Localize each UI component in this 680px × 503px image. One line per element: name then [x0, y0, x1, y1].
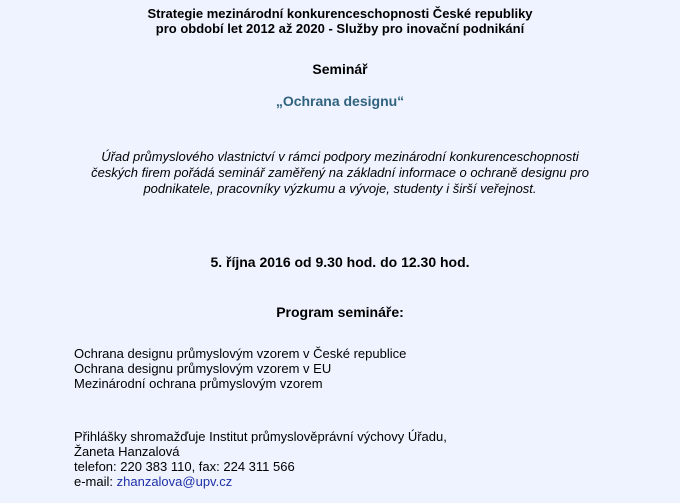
program-list	[74, 346, 406, 391]
intro-line-2: českých firem pořádá seminář zaměřený na základní informace o ochraně designu pro	[91, 165, 589, 180]
header-line-2: pro období let 2012 až 2020 - Služby pro inovační podnikání	[155, 21, 525, 36]
intro-line-1: Úřad průmyslového vlastnictví v rámci podpory mezinárodní konkurenceschopnosti	[101, 149, 579, 164]
registration-note: Přihlášky shromažďuje Institut průmyslověprávní výchovy Úřadu,	[74, 429, 447, 444]
email-link[interactable]: zhanzalova@upv.cz	[116, 474, 233, 489]
program-item: Mezinárodní ochrana průmyslovým vzorem	[74, 376, 323, 391]
email-label: e-mail:	[74, 474, 117, 489]
header-line-1: Strategie mezinárodní konkurenceschopnosti České republiky	[147, 6, 533, 21]
intro-line-3: podnikatele, pracovníky výzkumu a vývoje, studenty i širší veřejnost.	[143, 181, 537, 196]
contact-name: Žaneta Hanzalová	[74, 444, 180, 459]
contact-email-line	[74, 474, 447, 489]
contact-phone: telefon: 220 383 110, fax: 224 311 566	[74, 459, 295, 474]
event-date: 5. října 2016 od 9.30 hod. do 12.30 hod.	[210, 254, 470, 270]
seminar-label: Seminář	[312, 61, 368, 77]
program-heading: Program semináře:	[276, 304, 404, 320]
intro-paragraph	[60, 149, 620, 197]
contact-block	[74, 429, 447, 489]
seminar-title: „Ochrana designu“	[275, 93, 405, 109]
program-item: Ochrana designu průmyslovým vzorem v České republice	[74, 346, 407, 361]
document-header	[0, 6, 680, 36]
program-item: Ochrana designu průmyslovým vzorem v EU	[74, 361, 332, 376]
